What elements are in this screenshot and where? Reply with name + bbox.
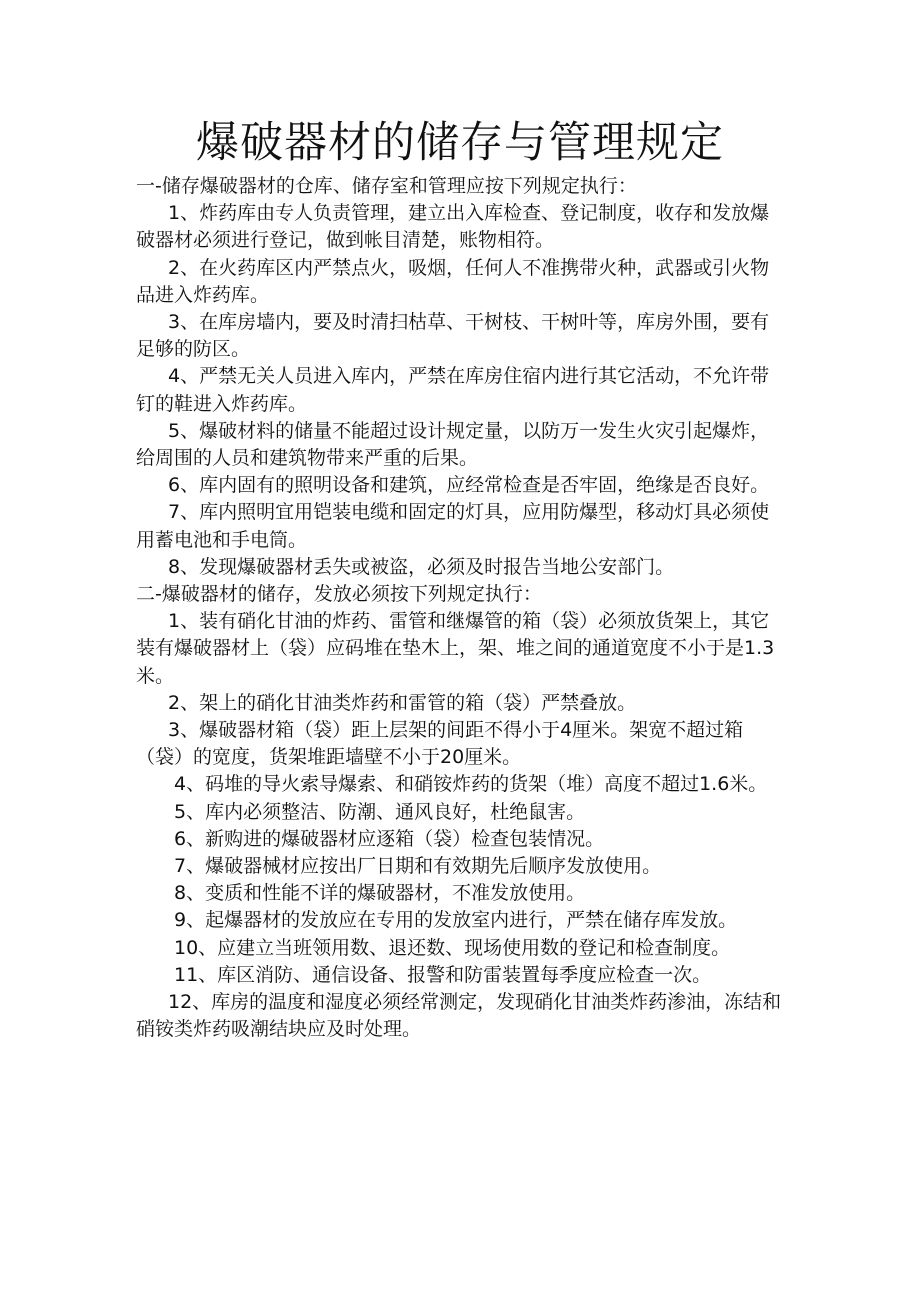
- rule-item: 1、装有硝化甘油的炸药、雷管和继爆管的箱（袋）必须放货架上，其它装有爆破器材上（袋）应码堆在垫木上，架、堆之间的通道宽度不小于是1.3米。: [136, 610, 775, 687]
- rule-item: 7、库内照明宜用铠装电缆和固定的灯具，应用防爆型，移动灯具必须使用蓄电池和手电筒。: [136, 501, 770, 551]
- rule-item: 1、炸药库由专人负责管理，建立出入库检查、登记制度，收存和发放爆破器材必须进行登记，做到帐目清楚，账物相符。: [136, 202, 770, 252]
- document-body: [136, 173, 784, 1044]
- document-title: 爆破器材的储存与管理规定: [196, 118, 724, 168]
- section-heading-2: 二-爆破器材的储存，发放必须按下列规定执行：: [136, 583, 542, 606]
- rule-item: 10、应建立当班领用数、退还数、现场使用数的登记和检查制度。: [174, 936, 731, 959]
- rule-item: 6、新购进的爆破器材应逐箱（袋）检查包装情况。: [174, 827, 605, 850]
- rule-item: 12、库房的温度和湿度必须经常测定，发现硝化甘油类炸药渗油，冻结和硝铵类炸药吸潮结块应及时处理。: [136, 991, 782, 1041]
- rule-item: 11、库区消防、通信设备、报警和防雷装置每季度应检查一次。: [174, 963, 712, 986]
- section-heading-1: 一-储存爆破器材的仓库、储存室和管理应按下列规定执行：: [136, 175, 637, 197]
- rule-item: 2、在火药库区内严禁点火，吸烟，任何人不准携带火种，武器或引火物品进入炸药库。: [136, 256, 770, 306]
- rule-item: 3、爆破器材箱（袋）距上层架的间距不得小于4厘米。架宽不超过箱（袋）的宽度，货架堆距墙壁不小于20厘米。: [136, 719, 744, 769]
- rule-item: 6、库内固有的照明设备和建筑，应经常检查是否牢固，绝缘是否良好。: [168, 474, 770, 497]
- rule-item: 5、爆破材料的储量不能超过设计规定量，以防万一发生火灾引起爆炸，给周围的人员和建筑物带来严重的后果。: [136, 419, 770, 470]
- rule-item: 8、发现爆破器材丢失或被盗，必须及时报告当地公安部门。: [168, 555, 675, 578]
- rule-item: 8、变质和性能不详的爆破器材，不准发放使用。: [174, 882, 586, 905]
- rule-item: 9、起爆器材的发放应在专用的发放室内进行，严禁在储存库发放。: [174, 909, 738, 932]
- rule-item: 4、严禁无关人员进入库内，严禁在库房住宿内进行其它活动，不允许带钉的鞋进入炸药库。: [136, 365, 770, 415]
- rule-item: 7、爆破器械材应按出厂日期和有效期先后顺序发放使用。: [174, 855, 662, 878]
- rule-item: 4、码堆的导火索导爆索、和硝铵炸药的货架（堆）高度不超过1.6米。: [174, 773, 768, 796]
- rule-item: 3、在库房墙内，要及时清扫枯草、干树枝、干树叶等，库房外围，要有足够的防区。: [136, 311, 770, 361]
- rule-item: 5、库内必须整洁、防潮、通风良好，杜绝鼠害。: [174, 800, 586, 823]
- rule-item: 2、架上的硝化甘油类炸药和雷管的箱（袋）严禁叠放。: [168, 691, 637, 714]
